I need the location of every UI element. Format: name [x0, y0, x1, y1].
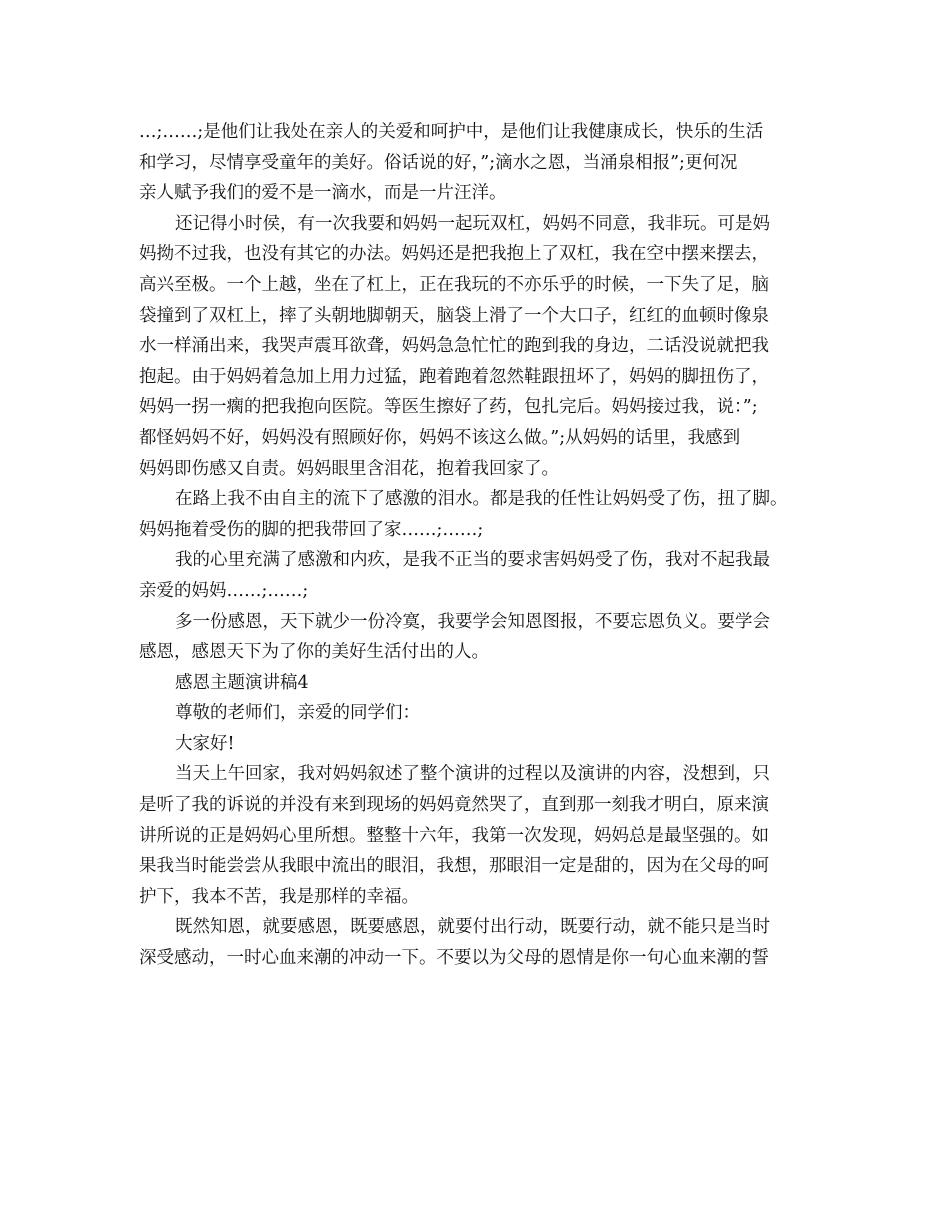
text-line: 亲人赋予我们的爱不是一滴水，而是一片汪洋。 — [139, 183, 507, 204]
text-line: 是听了我的诉说的并没有来到现场的妈妈竟然哭了，直到那一刻我才明白，原来演 — [139, 795, 769, 816]
text-line: …;……;是他们让我处在亲人的关爱和呵护中，是他们让我健康成长，快乐的生活 — [139, 122, 764, 142]
section-heading: 感恩主题演讲稿4 — [175, 672, 309, 693]
salutation: 尊敬的老师们，亲爱的同学们： — [175, 703, 420, 724]
paragraph-first-line: 还记得小时侯，有一次我要和妈妈一起玩双杠，妈妈不同意，我非玩。可是妈 — [175, 213, 770, 234]
text-line: 果我当时能尝尝从我眼中流出的眼泪，我想，那眼泪一定是甜的，因为在父母的呵 — [139, 856, 769, 877]
text-line: 护下，我本不苦，我是那样的幸福。 — [139, 886, 419, 907]
text-line: 妈妈一拐一瘸的把我抱向医院。等医生擦好了药，包扎完后。妈妈接过我，说：”; — [139, 397, 758, 418]
text-line: 水一样涌出来，我哭声震耳欲聋，妈妈急急忙忙的跑到我的身边，二话没说就把我 — [139, 336, 769, 357]
text-line: 都怪妈妈不好，妈妈没有照顾好你，妈妈不该这么做。”;从妈妈的话里，我感到 — [139, 427, 741, 448]
text-line: 讲所说的正是妈妈心里所想。整整十六年，我第一次发现，妈妈总是最坚强的。如 — [139, 825, 769, 846]
paragraph-first-line: 我的心里充满了感激和内疚，是我不正当的要求害妈妈受了伤，我对不起我最 — [175, 550, 770, 571]
text-line: 妈妈即伤感又自责。妈妈眼里含泪花，抱着我回家了。 — [139, 458, 559, 479]
text-line: 袋撞到了双杠上，摔了头朝地脚朝天，脑袋上滑了一个大口子，红红的血顿时像泉 — [139, 305, 769, 326]
text-line: 亲爱的妈妈……;……; — [139, 580, 309, 601]
paragraph-first-line: 当天上午回家，我对妈妈叙述了整个演讲的过程以及演讲的内容，没想到，只 — [175, 764, 770, 785]
text-line: 感恩，感恩天下为了你的美好生活付出的人。 — [139, 642, 489, 663]
paragraph-first-line: 既然知恩，就要感恩，既要感恩，就要付出行动，既要行动，就不能只是当时 — [175, 917, 770, 938]
text-line: 抱起。由于妈妈着急加上用力过猛，跑着跑着忽然鞋跟扭坏了，妈妈的脚扭伤了， — [139, 366, 769, 387]
text-line: 妈拗不过我，也没有其它的办法。妈妈还是把我抱上了双杠，我在空中摆来摆去， — [139, 244, 769, 265]
text-line: 妈妈拖着受伤的脚的把我带回了家……;……; — [139, 519, 484, 540]
text-line: 和学习，尽情享受童年的美好。俗话说的好，”;滴水之恩，当涌泉相报”;更何况 — [139, 152, 738, 173]
text-line: 深受感动，一时心血来潮的冲动一下。不要以为父母的恩情是你一句心血来潮的誓 — [139, 948, 769, 969]
greeting: 大家好! — [175, 733, 235, 754]
document-body — [139, 117, 829, 974]
text-line: 高兴至极。一个上越，坐在了杠上，正在我玩的不亦乐乎的时候，一下失了足，脑 — [139, 274, 769, 295]
paragraph-first-line: 在路上我不由自主的流下了感激的泪水。都是我的任性让妈妈受了伤，扭了脚。 — [175, 489, 788, 510]
paragraph-first-line: 多一份感恩，天下就少一份冷寞，我要学会知恩图报，不要忘恩负义。要学会 — [175, 611, 770, 632]
